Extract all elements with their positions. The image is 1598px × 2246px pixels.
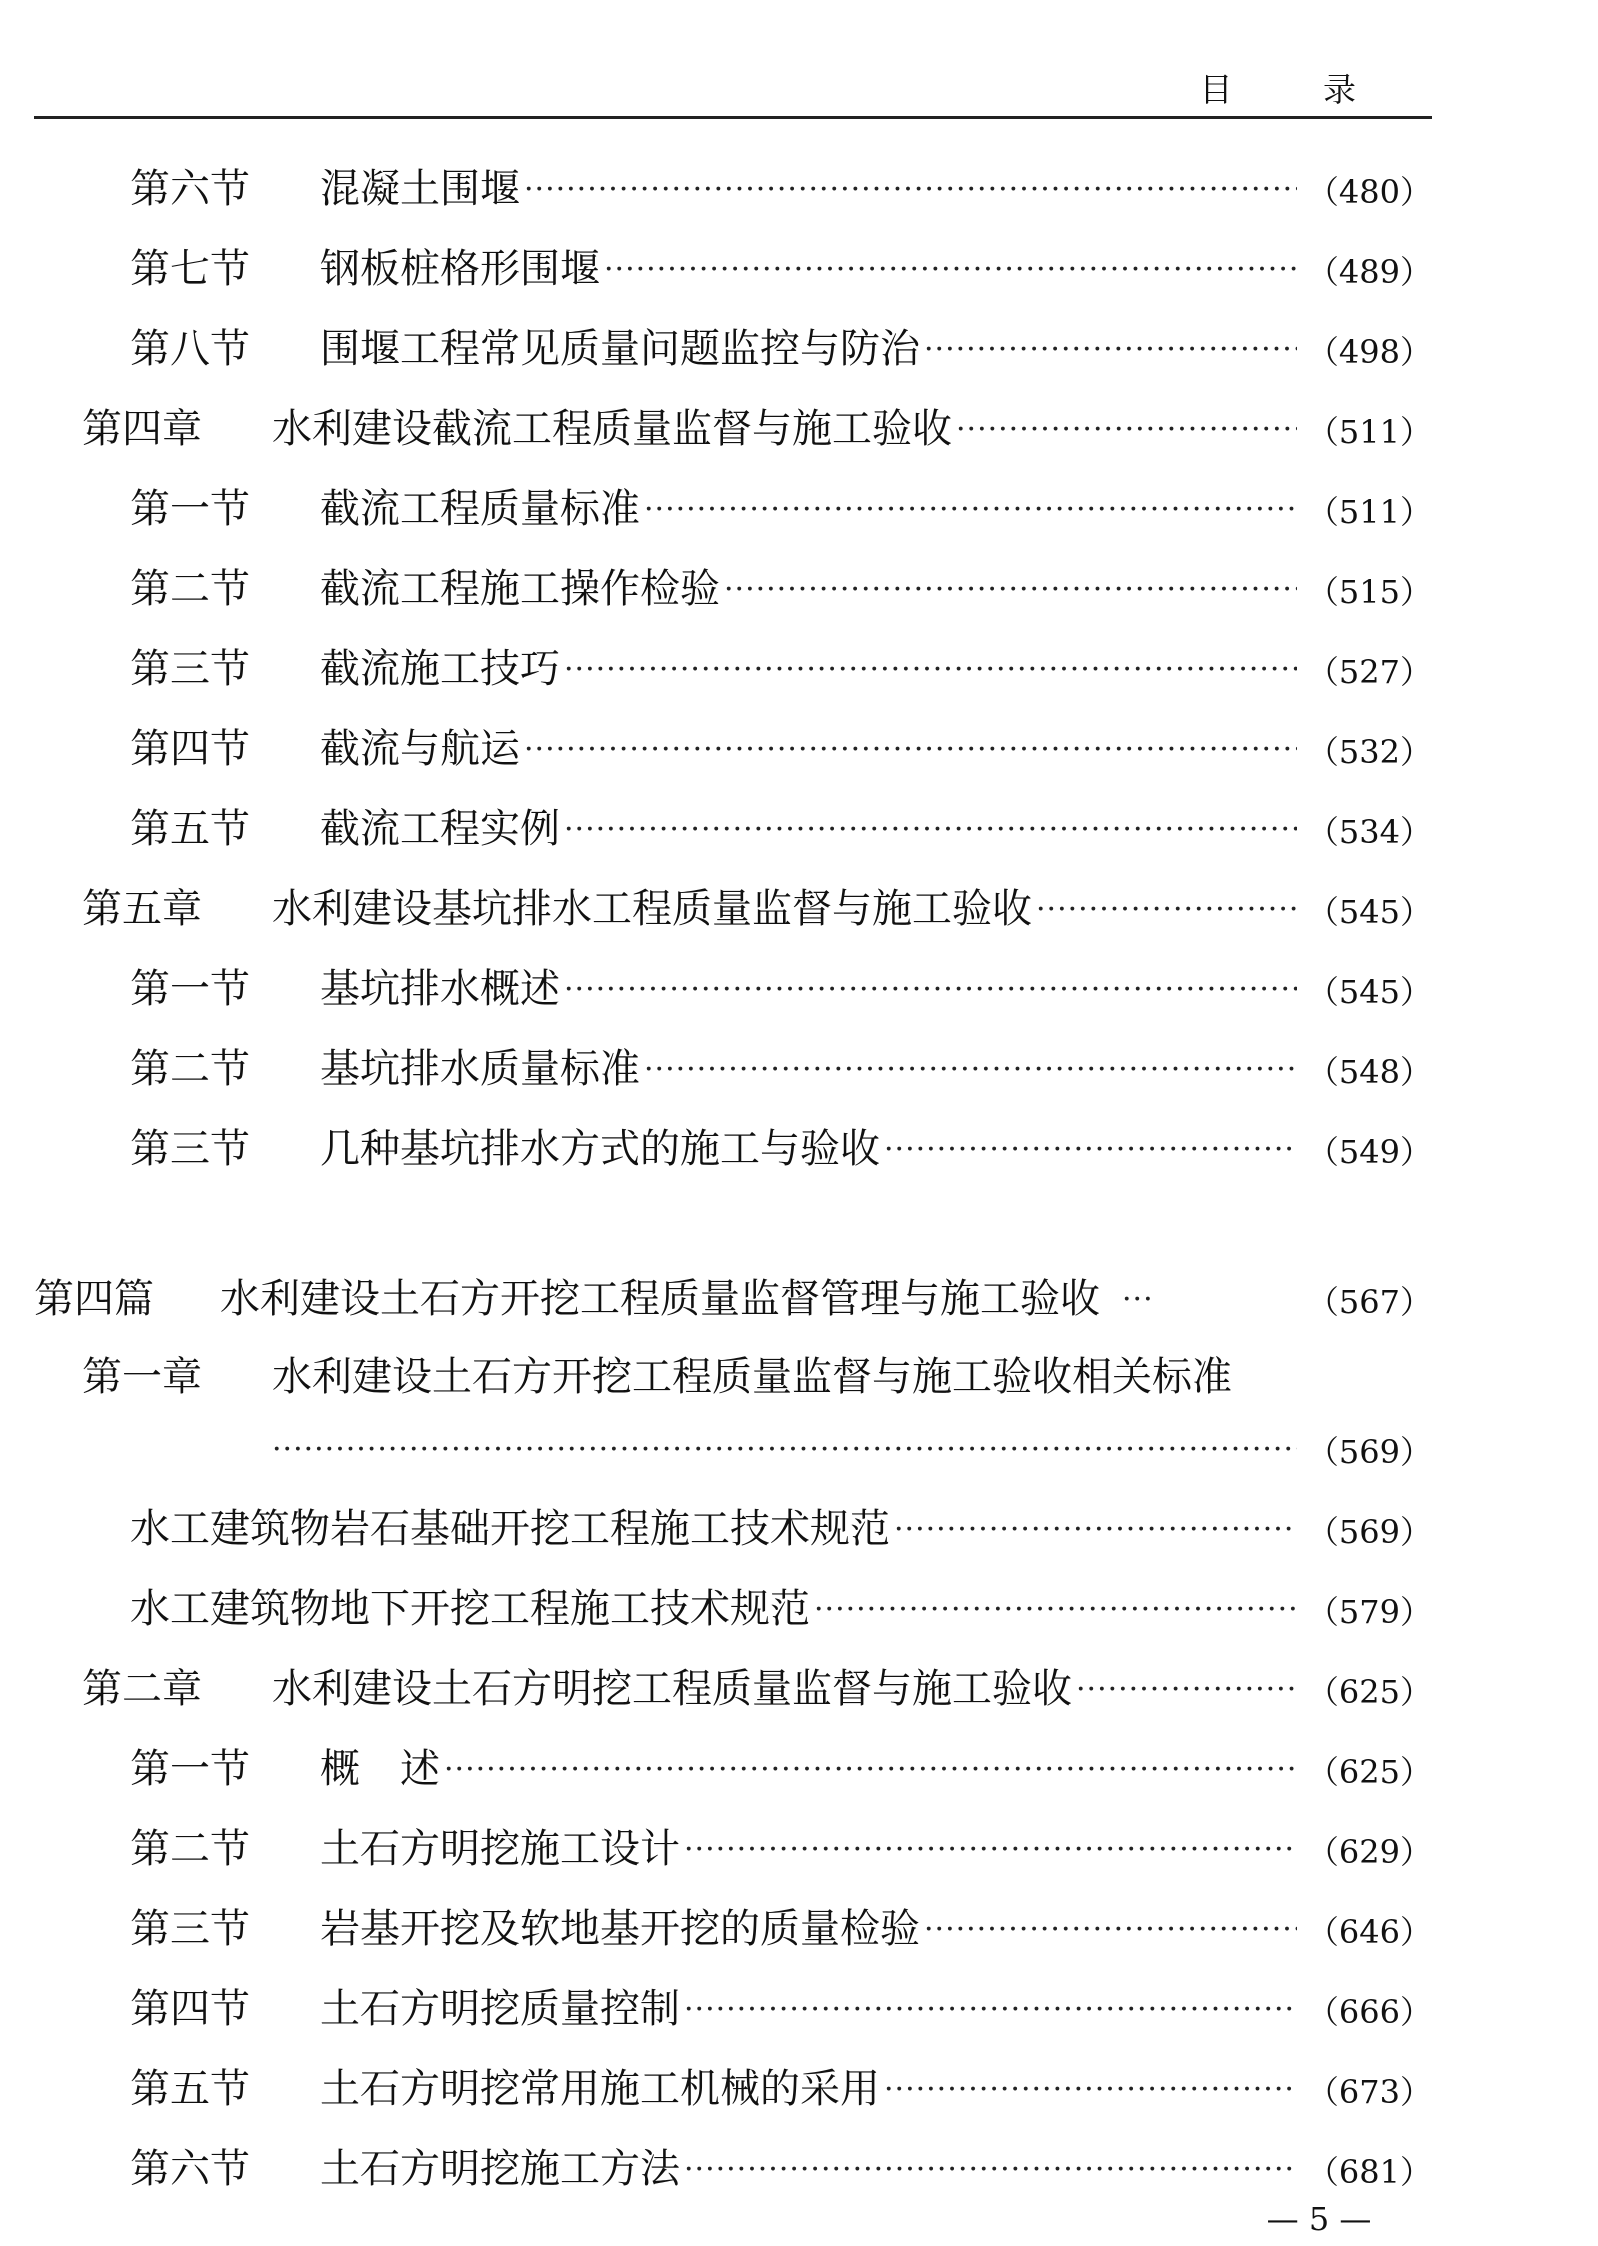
dot-leader	[684, 1995, 1297, 2025]
toc-entry-section[interactable]	[130, 632, 1432, 692]
toc-entry-title: 截流工程实例	[320, 806, 560, 852]
toc-entry-page: （673）	[1306, 2073, 1432, 2111]
toc-entry-page: （567）	[1306, 1283, 1432, 1321]
toc-entry-section[interactable]	[130, 792, 1432, 852]
toc-entry-title: 混凝土围堰	[320, 166, 520, 212]
toc-entry-section[interactable]	[130, 1972, 1432, 2032]
toc-entry-title: 土石方明挖质量控制	[320, 1986, 680, 2032]
dot-leader	[1122, 1285, 1154, 1315]
dot-leader	[644, 495, 1297, 525]
dot-leader	[604, 255, 1297, 285]
toc-entry-chapter[interactable]	[82, 1340, 1432, 1400]
toc-entry-title: 水利建设基坑排水工程质量监督与施工验收	[272, 886, 1032, 932]
toc-entry-section[interactable]	[130, 312, 1432, 372]
dot-leader	[724, 575, 1297, 605]
toc-entry-title: 截流工程施工操作检验	[320, 566, 720, 612]
dot-leader	[644, 1055, 1297, 1085]
page-footer	[0, 2200, 1598, 2238]
toc-entry-page: （625）	[1306, 1753, 1432, 1791]
toc-entry-continuation[interactable]	[272, 1412, 1432, 1472]
running-header	[34, 60, 1432, 119]
toc-entry-section[interactable]	[130, 552, 1432, 612]
toc-entry-label: 第四章	[82, 406, 202, 452]
toc-entry-section[interactable]	[130, 712, 1432, 772]
dot-leader	[564, 815, 1297, 845]
toc-entry-section[interactable]	[130, 472, 1432, 532]
toc-entry-title: 截流工程质量标准	[320, 486, 640, 532]
toc-entry-label: 第二节	[130, 566, 250, 612]
toc-entry-label: 第八节	[130, 326, 250, 372]
dot-leader	[1076, 1675, 1297, 1705]
toc-entry-chapter[interactable]	[82, 872, 1432, 932]
toc-entry-section[interactable]	[130, 1732, 1432, 1792]
toc-entry-label: 第二节	[130, 1046, 250, 1092]
toc-entry-standard[interactable]	[130, 1492, 1432, 1552]
toc-entry-title: 水利建设截流工程质量监督与施工验收	[272, 406, 952, 452]
toc-entry-label: 第七节	[130, 246, 250, 292]
toc-entry-page: （548）	[1306, 1053, 1432, 1091]
dot-leader	[956, 415, 1297, 445]
toc-entry-chapter[interactable]	[82, 1652, 1432, 1712]
toc-entry-section[interactable]	[130, 1892, 1432, 1952]
toc-entry-section[interactable]	[130, 1812, 1432, 1872]
toc-entry-page: （511）	[1306, 413, 1432, 451]
toc-entry-section[interactable]	[130, 952, 1432, 1012]
toc-entry-label: 第一节	[130, 1746, 250, 1792]
toc-entry-title: 钢板桩格形围堰	[320, 246, 600, 292]
running-header-title: 目 录	[1199, 70, 1396, 109]
toc-entry-title: 岩基开挖及软地基开挖的质量检验	[320, 1906, 920, 1952]
toc-entry-title: 几种基坑排水方式的施工与验收	[320, 1126, 880, 1172]
toc-entry-label: 第二节	[130, 1826, 250, 1872]
toc-entry-label: 第一章	[82, 1354, 202, 1400]
toc-entry-part[interactable]	[34, 1262, 1432, 1322]
page-number: — 5 —	[1266, 2200, 1372, 2238]
toc-entry-page: （629）	[1306, 1833, 1432, 1871]
dot-leader	[1036, 895, 1297, 925]
toc-entry-label: 第四篇	[34, 1276, 154, 1322]
toc-entry-page: （489）	[1306, 253, 1432, 291]
toc-entry-section[interactable]	[130, 232, 1432, 292]
dot-leader	[684, 2155, 1297, 2185]
dot-leader	[524, 735, 1297, 765]
dot-leader	[272, 1435, 1297, 1465]
toc-entry-label: 第五节	[130, 2066, 250, 2112]
toc-entry-chapter[interactable]	[82, 392, 1432, 452]
toc-entry-page: （569）	[1306, 1513, 1432, 1551]
dot-leader	[814, 1595, 1297, 1625]
toc-entry-page: （498）	[1306, 333, 1432, 371]
toc-entry-title: 土石方明挖施工方法	[320, 2146, 680, 2192]
dot-leader	[924, 335, 1297, 365]
toc-entry-title: 截流与航运	[320, 726, 520, 772]
toc-entry-page: （549）	[1306, 1133, 1432, 1171]
toc-entry-page: （579）	[1306, 1593, 1432, 1631]
toc-entry-page: （534）	[1306, 813, 1432, 851]
dot-leader	[884, 1135, 1297, 1165]
toc-entry-section[interactable]	[130, 152, 1432, 212]
toc-entry-section[interactable]	[130, 1032, 1432, 1092]
toc-entry-page: （545）	[1306, 893, 1432, 931]
toc-entry-page: （515）	[1306, 573, 1432, 611]
dot-leader	[924, 1915, 1297, 1945]
toc-entry-label: 第六节	[130, 166, 250, 212]
dot-leader	[894, 1515, 1297, 1545]
toc-entry-label: 第六节	[130, 2146, 250, 2192]
toc-entry-label: 第五章	[82, 886, 202, 932]
toc-entry-label: 第三节	[130, 646, 250, 692]
dot-leader	[564, 655, 1297, 685]
toc-entry-label: 第三节	[130, 1126, 250, 1172]
toc-entry-page: （625）	[1306, 1673, 1432, 1711]
dot-leader	[444, 1755, 1297, 1785]
toc-entry-title: 水利建设土石方开挖工程质量监督管理与施工验收	[220, 1276, 1100, 1322]
toc-entry-title: 水利建设土石方明挖工程质量监督与施工验收	[272, 1666, 1072, 1712]
toc-entry-title: 基坑排水概述	[320, 966, 560, 1012]
toc-entry-title: 围堰工程常见质量问题监控与防治	[320, 326, 920, 372]
toc-entry-section[interactable]	[130, 2132, 1432, 2192]
toc-entry-page: （646）	[1306, 1913, 1432, 1951]
toc-entry-title: 土石方明挖施工设计	[320, 1826, 680, 1872]
toc-entry-title: 水工建筑物地下开挖工程施工技术规范	[130, 1586, 810, 1632]
toc-entry-title: 水工建筑物岩石基础开挖工程施工技术规范	[130, 1506, 890, 1552]
toc-entry-standard[interactable]	[130, 1572, 1432, 1632]
toc-entry-page: （527）	[1306, 653, 1432, 691]
toc-entry-page: （480）	[1306, 173, 1432, 211]
dot-leader	[564, 975, 1297, 1005]
toc-entry-page: （569）	[1306, 1433, 1432, 1471]
toc-entry-label: 第五节	[130, 806, 250, 852]
toc-entry-page: （681）	[1306, 2153, 1432, 2191]
dot-leader	[684, 1835, 1297, 1865]
toc-entry-label: 第三节	[130, 1906, 250, 1952]
toc-entry-page: （545）	[1306, 973, 1432, 1011]
toc-entry-label: 第一节	[130, 966, 250, 1012]
toc-entry-label: 第四节	[130, 1986, 250, 2032]
dot-leader	[524, 175, 1297, 205]
toc-entry-section[interactable]	[130, 1112, 1432, 1172]
toc-entry-page: （532）	[1306, 733, 1432, 771]
toc-entry-label: 第二章	[82, 1666, 202, 1712]
toc-entry-section[interactable]	[130, 2052, 1432, 2112]
toc-entry-title: 概 述	[320, 1746, 440, 1792]
toc-entry-title: 基坑排水质量标准	[320, 1046, 640, 1092]
toc-entry-title: 截流施工技巧	[320, 646, 560, 692]
toc-entry-title: 土石方明挖常用施工机械的采用	[320, 2066, 880, 2112]
toc-entry-label: 第四节	[130, 726, 250, 772]
dot-leader	[884, 2075, 1297, 2105]
toc-entry-page: （666）	[1306, 1993, 1432, 2031]
toc-entry-title: 水利建设土石方开挖工程质量监督与施工验收相关标准	[272, 1354, 1232, 1400]
toc-entry-page: （511）	[1306, 493, 1432, 531]
toc-entry-label: 第一节	[130, 486, 250, 532]
